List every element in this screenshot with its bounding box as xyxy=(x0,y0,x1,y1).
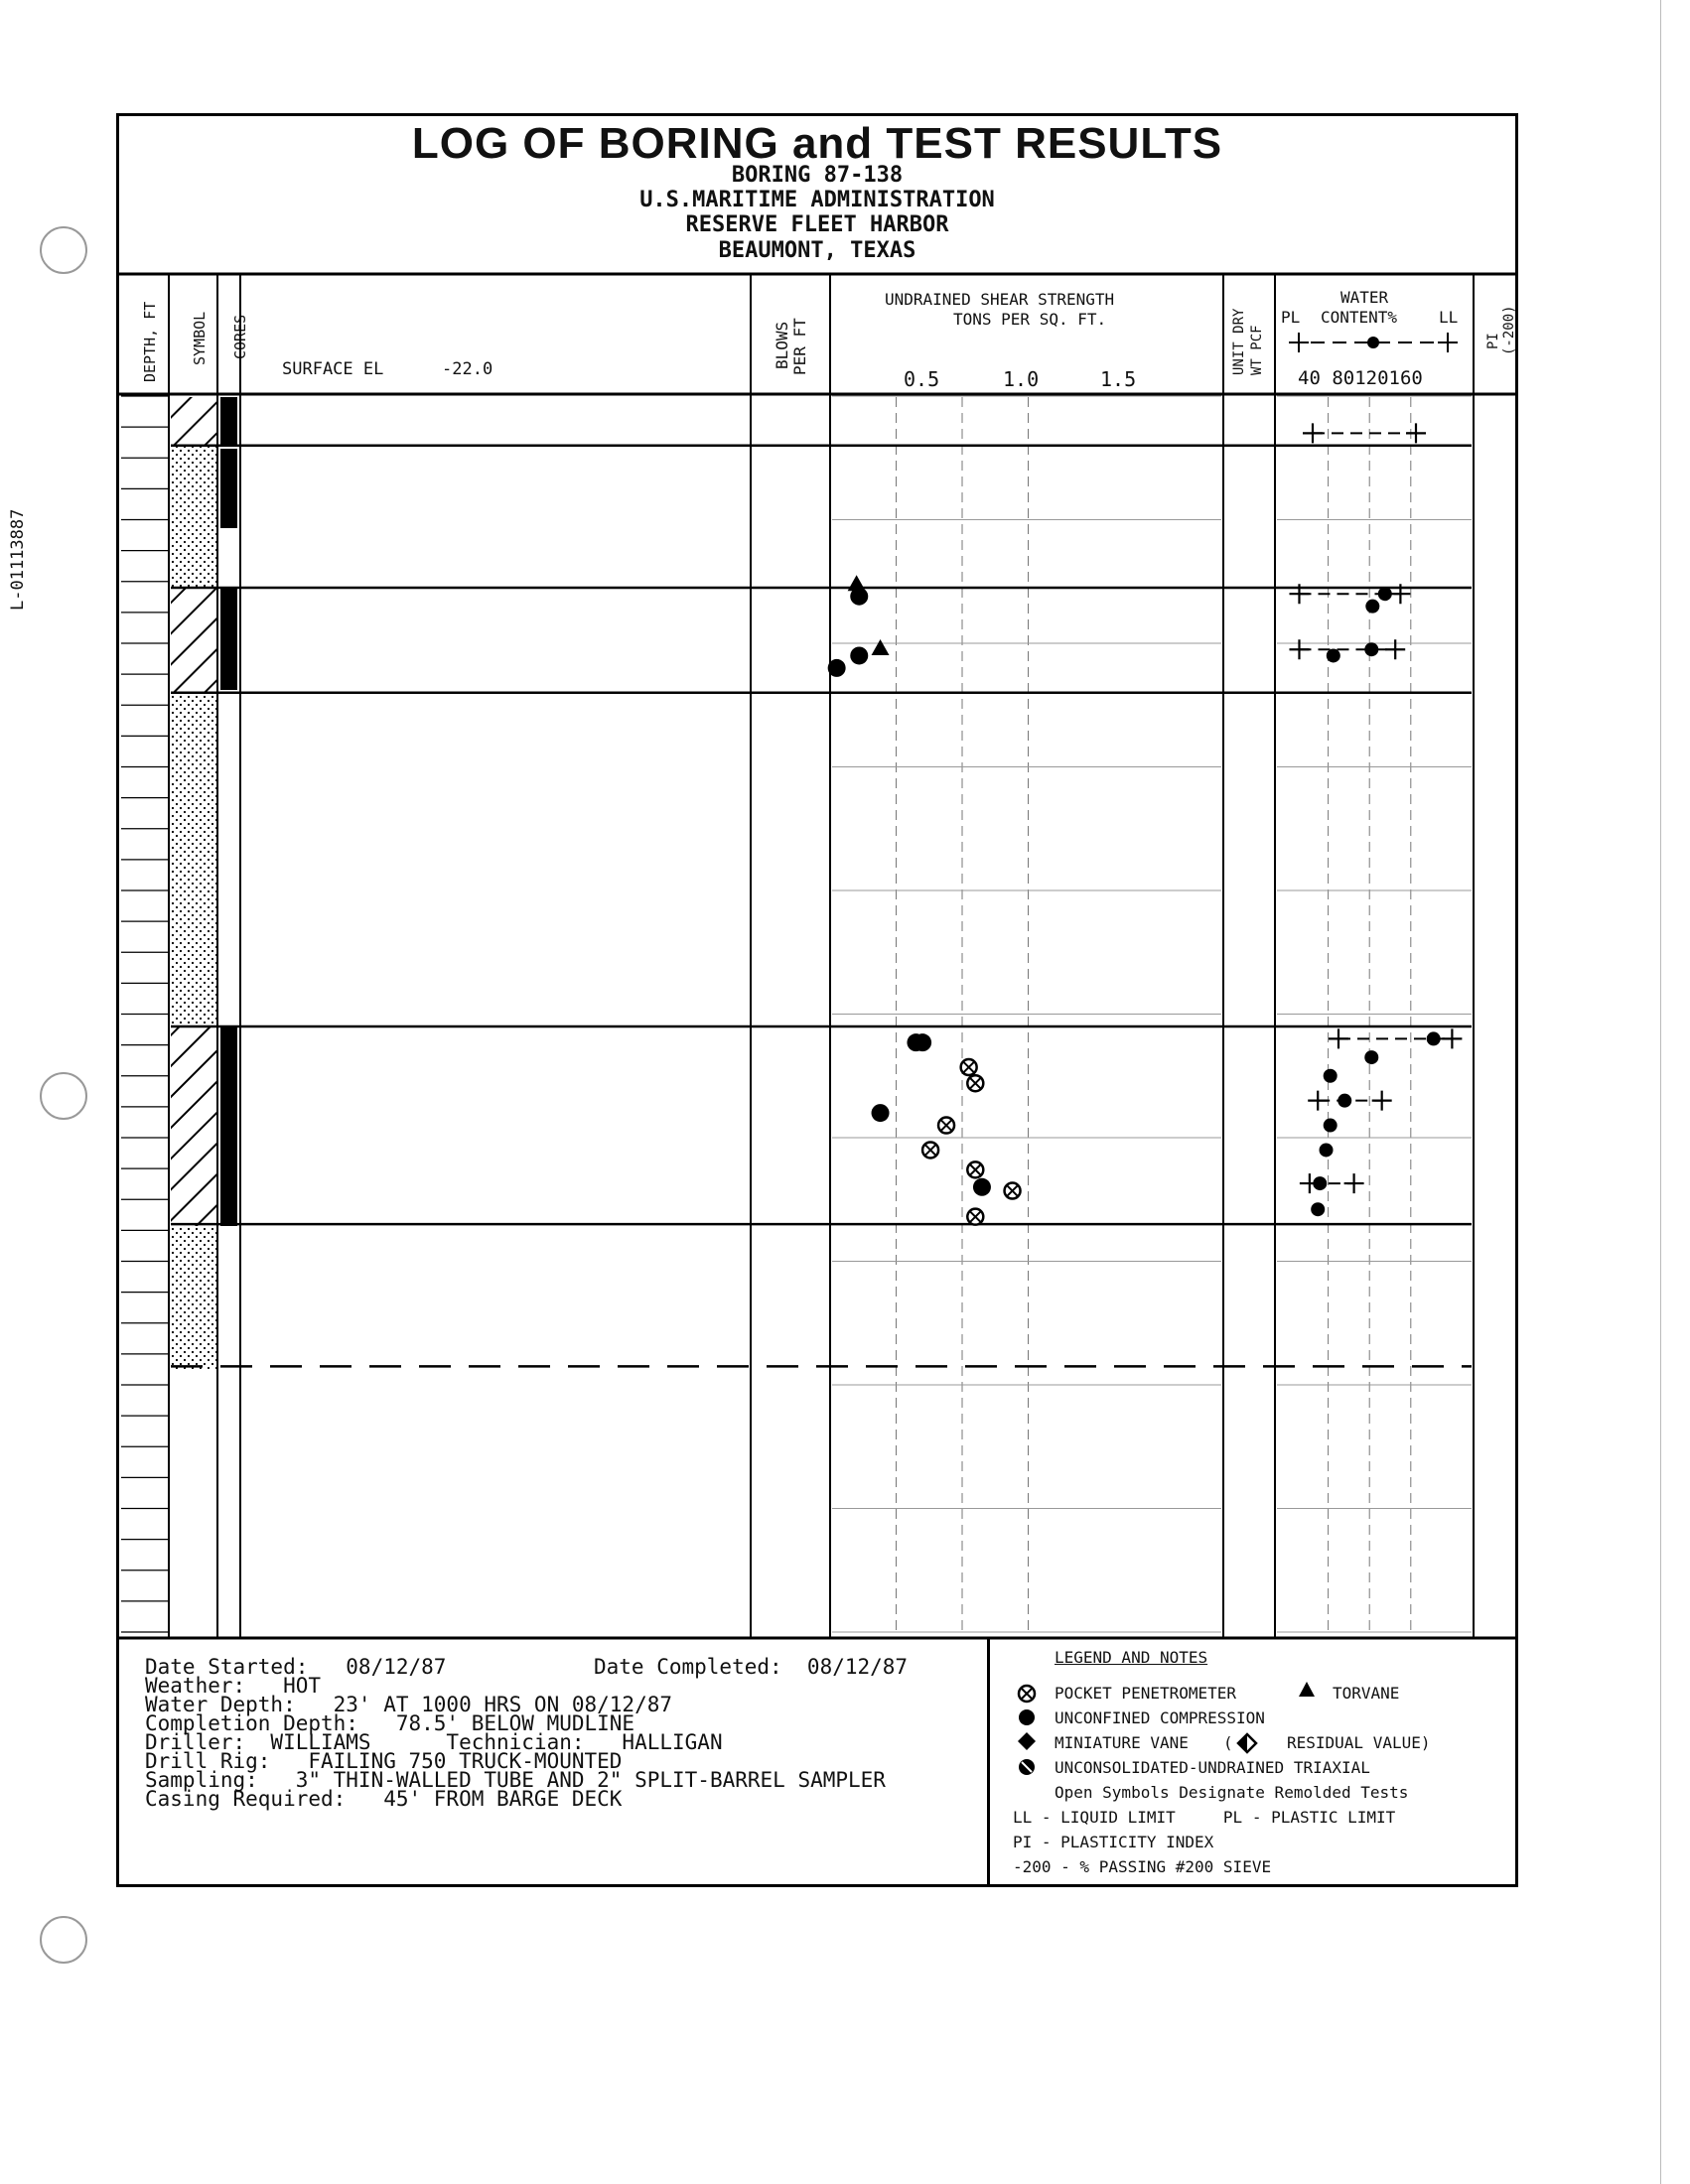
plastic-limit-point xyxy=(1303,423,1323,443)
legend-note-remolded: Open Symbols Designate Remolded Tests xyxy=(1055,1783,1409,1802)
legend-note-200: -200 - % PASSING #200 SIEVE xyxy=(1013,1857,1272,1876)
water-content-point xyxy=(1313,1176,1327,1190)
header-pi: PI xyxy=(1485,333,1501,349)
legend-triaxial-icon xyxy=(1019,1759,1035,1775)
legend-title: LEGEND AND NOTES xyxy=(1055,1648,1208,1667)
liquid-limit-point xyxy=(1390,584,1410,604)
legend-unconfined: UNCONFINED COMPRESSION xyxy=(1055,1708,1265,1727)
water-content-point xyxy=(1324,1119,1338,1133)
plastic-limit-point xyxy=(1289,584,1309,604)
legend-vane: MINIATURE VANE xyxy=(1055,1733,1189,1752)
shear-tick-05: 0.5 xyxy=(904,367,940,391)
water-scale-ticks: 40 80120160 xyxy=(1298,367,1423,389)
pocket-penetrometer-point xyxy=(967,1209,983,1225)
legend-torvane: TORVANE xyxy=(1333,1684,1400,1703)
info-weather: Weather: HOT xyxy=(145,1674,322,1698)
boring-number: BORING 87-138 xyxy=(731,163,904,188)
header-water: WATER xyxy=(1340,288,1389,307)
water-content-point xyxy=(1365,600,1379,614)
header-ll: LL xyxy=(1439,308,1459,327)
header-pi-200: (-200) xyxy=(1501,305,1517,355)
agency-name: U.S.MARITIME ADMINISTRATION xyxy=(639,188,995,212)
pocket-penetrometer-point xyxy=(1005,1183,1021,1199)
header-symbol: SYMBOL xyxy=(191,311,209,365)
unconfined-compression-point xyxy=(872,1104,890,1122)
header-shear-units: TONS PER SQ. FT. xyxy=(953,310,1107,329)
header-blows: BLOWS xyxy=(773,321,791,369)
date-completed: Date Completed: 08/12/87 xyxy=(594,1655,909,1679)
pocket-penetrometer-point xyxy=(967,1075,983,1091)
triaxial-point xyxy=(850,588,868,606)
info-driller: Driller: WILLIAMS Technician: HALLIGAN xyxy=(145,1730,723,1754)
header-shear-strength: UNDRAINED SHEAR STRENGTH xyxy=(885,290,1115,309)
liquid-limit-point xyxy=(1442,1028,1462,1048)
liquid-limit-point xyxy=(1406,423,1426,443)
plastic-limit-point xyxy=(1329,1028,1348,1048)
liquid-limit-point xyxy=(1372,1091,1392,1111)
legend-triaxial: UNCONSOLIDATED-UNDRAINED TRIAXIAL xyxy=(1055,1758,1370,1777)
page-title: LOG OF BORING and TEST RESULTS xyxy=(411,119,1223,168)
pocket-penetrometer-point xyxy=(922,1142,938,1158)
plastic-limit-point xyxy=(1289,639,1309,659)
water-content-point xyxy=(1338,1094,1351,1108)
legend-pocket-icon xyxy=(1019,1686,1035,1702)
shear-tick-10: 1.0 xyxy=(1003,367,1040,391)
liquid-limit-point xyxy=(1385,639,1405,659)
legend-residual: RESIDUAL VALUE) xyxy=(1287,1733,1431,1752)
pocket-penetrometer-point xyxy=(938,1118,954,1134)
legend-residual-icon xyxy=(1236,1732,1258,1754)
unconfined-compression-point xyxy=(973,1178,991,1196)
info-casing: Casing Required: 45' FROM BARGE DECK xyxy=(145,1787,623,1811)
surface-elevation-label: SURFACE EL xyxy=(282,359,384,379)
header-water-content: CONTENT% xyxy=(1321,308,1398,327)
legend-unconfined-icon xyxy=(1019,1709,1035,1725)
legend-residual-open: ( xyxy=(1223,1733,1233,1752)
header-unit-wt: WT PCF xyxy=(1249,325,1265,375)
water-content-point xyxy=(1364,1050,1378,1064)
info-sampling: Sampling: 3" THIN-WALLED TUBE AND 2" SPLIT-BARREL SAMPLER xyxy=(145,1768,886,1792)
site-name: RESERVE FLEET HARBOR xyxy=(685,212,949,237)
unconfined-compression-point xyxy=(850,646,868,664)
water-content-point xyxy=(1364,642,1378,656)
liquid-limit-point xyxy=(1344,1173,1364,1193)
water-content-point xyxy=(1320,1143,1334,1157)
legend-pocket: POCKET PENETROMETER xyxy=(1055,1684,1237,1703)
document-id: L-01113887 xyxy=(8,508,28,611)
date-started: Date Started: 08/12/87 xyxy=(145,1655,447,1679)
shear-tick-15: 1.5 xyxy=(1100,367,1137,391)
header-unit-dry: UNIT DRY xyxy=(1231,308,1247,375)
legend-note-limits: LL - LIQUID LIMIT PL - PLASTIC LIMIT xyxy=(1013,1808,1396,1827)
info-completion-depth: Completion Depth: 78.5' BELOW MUDLINE xyxy=(145,1711,635,1735)
legend-note-pi: PI - PLASTICITY INDEX xyxy=(1013,1833,1214,1851)
water-content-point xyxy=(1324,1069,1338,1083)
info-water-depth: Water Depth: 23' AT 1000 HRS ON 08/12/87 xyxy=(145,1693,673,1716)
pocket-penetrometer-point xyxy=(967,1161,983,1177)
torvane-point xyxy=(872,639,890,655)
unconfined-compression-point xyxy=(914,1033,931,1051)
site-location: BEAUMONT, TEXAS xyxy=(718,238,916,263)
header-depth: DEPTH, FT xyxy=(141,301,159,382)
water-content-point xyxy=(1427,1031,1441,1045)
pocket-penetrometer-point xyxy=(961,1059,977,1075)
water-content-point xyxy=(1311,1202,1325,1216)
plastic-limit-point xyxy=(1308,1091,1328,1111)
unconfined-compression-point xyxy=(828,659,846,677)
legend-torvane-icon xyxy=(1299,1682,1315,1697)
legend-vane-icon xyxy=(1018,1732,1036,1750)
water-content-point xyxy=(1378,587,1392,601)
header-pl: PL xyxy=(1281,308,1301,327)
header-cores: CORES xyxy=(231,314,249,359)
header-blows-per-ft: PER FT xyxy=(790,318,809,375)
surface-elevation-value: -22.0 xyxy=(442,359,493,379)
info-drill-rig: Drill Rig: FAILING 750 TRUCK-MOUNTED xyxy=(145,1749,623,1773)
water-content-point xyxy=(1327,648,1340,662)
